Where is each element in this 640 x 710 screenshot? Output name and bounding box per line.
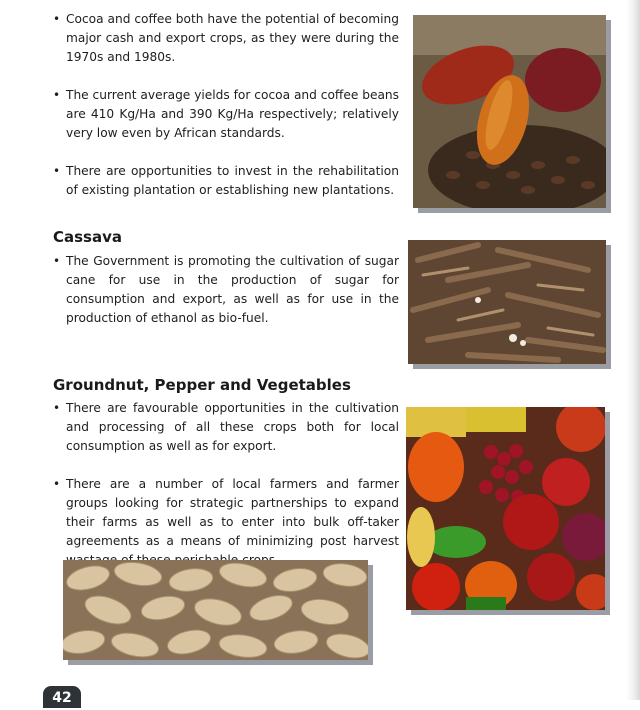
- groundnut-section: [53, 399, 399, 570]
- groundnut-heading: Groundnut, Pepper and Vegetables: [53, 376, 351, 394]
- page-edge: [626, 0, 640, 700]
- bullet-item: • The Government is promoting the cultivation of sugar cane for use in the production of sugar for consumption and export, as well as for use in the production of ethanol as bio-fuel.: [53, 252, 399, 328]
- cocoa-photo: [413, 15, 606, 208]
- cassava-photo: [408, 240, 606, 364]
- cassava-section: [53, 252, 399, 328]
- page-number: 42: [43, 686, 81, 708]
- bullet-item: • There are opportunities to invest in the rehabilitation of existing plantation or establishing new plantations.: [53, 162, 399, 200]
- peanuts-photo: [63, 560, 368, 660]
- bullet-item: • The current average yields for cocoa and coffee beans are 410 Kg/Ha and 390 Kg/Ha respectively; relatively very low even by African standards.: [53, 86, 399, 143]
- bullet-item: • Cocoa and coffee both have the potential of becoming major cash and export crops, as they were during the 1970s and 1980s.: [53, 10, 399, 67]
- vegetables-photo: [406, 407, 605, 610]
- bullet-item: • There are favourable opportunities in the cultivation and processing of all these crops both for local consumption as well as for export.: [53, 399, 399, 456]
- cassava-heading: Cassava: [53, 228, 123, 246]
- cocoa-coffee-section: [53, 10, 399, 200]
- bullet-item: • There are a number of local farmers and farmer groups looking for strategic partnerships to expand their farms as well as to enter into bulk off-taker agreements as a means of minimizing post harvest: [53, 475, 399, 570]
